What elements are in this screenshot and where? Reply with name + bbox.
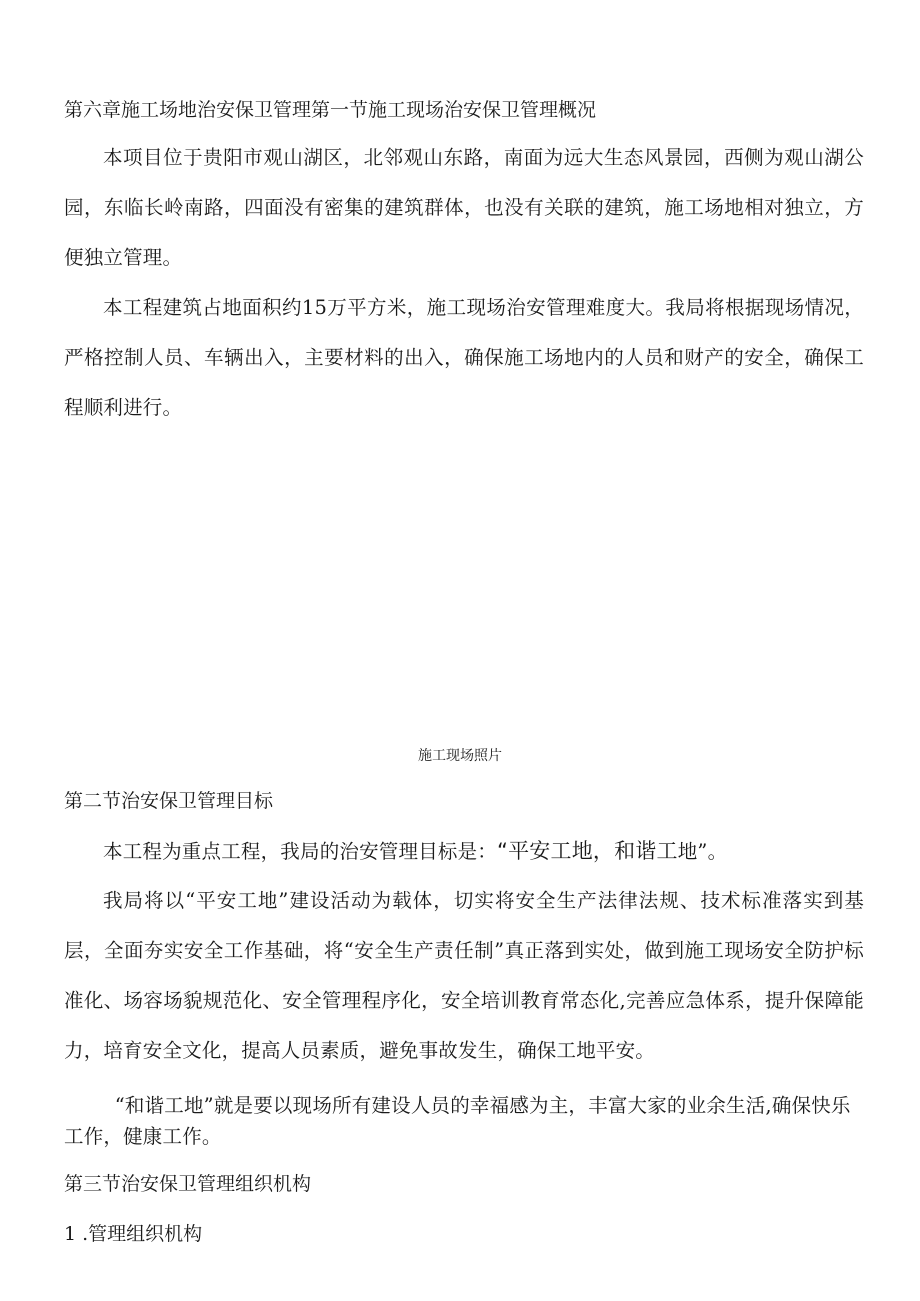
chapter-heading: 第六章施工场地治安保卫管理第一节施工现场治安保卫管理概况 (64, 99, 597, 121)
paragraph-site-area: 本工程建筑占地面积约15万平方米，施工现场治安管理难度大。我局将根据现场情况，严格控制人员、车辆出入，主要材料的出入，确保施工场地内的人员和财产的安全，确保工程顺利进行。 (64, 296, 864, 419)
item1-heading: 1 .管理组织机构 (64, 1223, 203, 1245)
paragraph-location: 本项目位于贵阳市观山湖区，北邻观山东路，南面为远大生态风景园，西侧为观山湖公园，东临长岭南路，四面没有密集的建筑群体，也没有关联的建筑，施工场地相对独立，方便独立管理。 (64, 146, 864, 269)
goal-suffix: 地”。 (677, 840, 728, 863)
section3-heading: 第三节治安保卫管理组织机构 (64, 1173, 312, 1195)
goal-quote: “平安工地，和谐工 (497, 839, 678, 863)
paragraph-safe-site: 我局将以“平安工地”建设活动为载体，切实将安全生产法律法规、技术标准落实到基层，全面夯实安全工作基础，将“安全生产责任制”真正落到实处，做到施工现场安全防护标准化、场容场貌规范化、安全管理程序化，安全培训教育常态化,完善应急体系，提升保障能力，培育安全文化，提高人员素质，避免事故发生，确保工地平安。 (64, 889, 864, 1062)
paragraph-harmony-site: “和谐工地”就是要以现场所有建设人员的幸福感为主，丰富大家的业余生活,确保快乐工作，健康工作。 (64, 1094, 851, 1148)
goal-prefix: 本工程为重点工程，我局的治安管理目标是： (103, 840, 498, 863)
photo-caption: 施工现场照片 (418, 748, 502, 764)
section2-heading: 第二节治安保卫管理目标 (64, 790, 274, 812)
paragraph-goal (64, 826, 864, 877)
